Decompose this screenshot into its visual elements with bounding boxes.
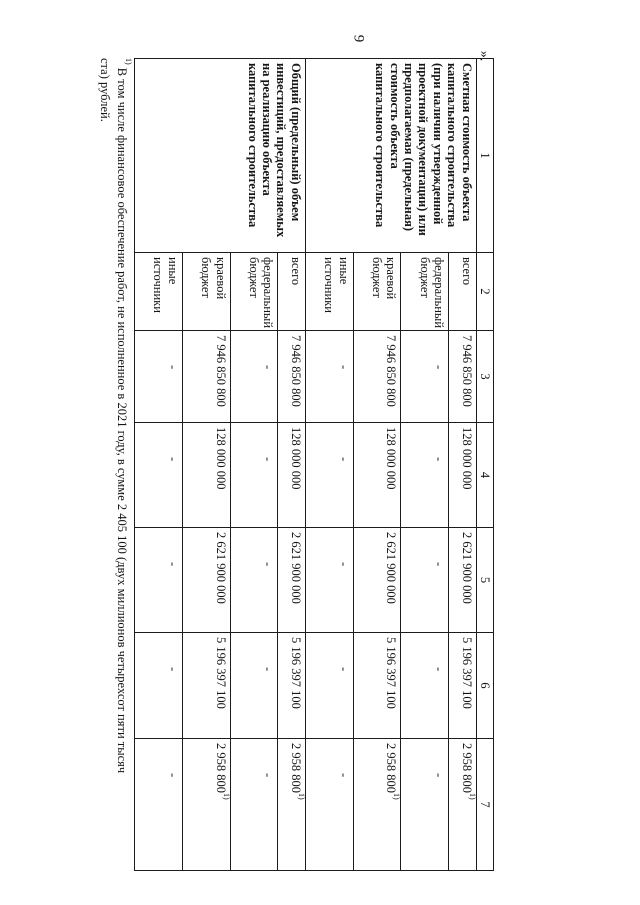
value-cell: 128 000 000	[449, 423, 476, 528]
footnote-ref: 1)	[221, 793, 231, 800]
funding-source: краевой бюджет	[182, 253, 230, 331]
value-cell: 2 621 900 000	[353, 528, 401, 633]
value-cell: -	[305, 633, 353, 739]
footnote-line-2: ста) рублей.	[98, 58, 113, 122]
column-number: 1	[476, 59, 493, 253]
value-cell: -	[305, 528, 353, 633]
funding-source: всего	[278, 253, 305, 331]
value-cell: 5 196 397 100	[182, 633, 230, 739]
closing-quote: ».	[476, 50, 492, 62]
value-cell: -	[230, 528, 278, 633]
value-cell: -	[401, 528, 449, 633]
column-number: 2	[476, 253, 493, 331]
value-cell: -	[135, 633, 183, 739]
value-cell: -	[135, 423, 183, 528]
value: 2 958 800	[384, 743, 399, 793]
footnote	[96, 58, 133, 870]
value-cell: -	[230, 423, 278, 528]
value-cell: 2 621 900 000	[278, 528, 305, 633]
value-cell: -	[230, 331, 278, 423]
footnote-marker: 1)	[124, 58, 133, 65]
column-number: 6	[476, 633, 493, 739]
value-cell: 5 196 397 100	[278, 633, 305, 739]
value-cell: 128 000 000	[182, 423, 230, 528]
footnote-ref: 1)	[296, 793, 306, 800]
value-cell-with-note	[353, 739, 401, 871]
page-number: 9	[350, 34, 367, 43]
value: 2 958 800	[288, 743, 303, 793]
value-cell: -	[135, 739, 183, 871]
investment-table	[134, 58, 494, 871]
value-cell: 2 621 900 000	[182, 528, 230, 633]
value-cell: 128 000 000	[278, 423, 305, 528]
value-cell: 7 946 850 800	[182, 331, 230, 423]
column-number: 4	[476, 423, 493, 528]
value-cell: -	[401, 331, 449, 423]
row-subject-total-investment: Общий (предельный) объем инвестиций, предоставляемых на реализацию объекта капитального строительства	[135, 59, 306, 253]
value-cell: -	[135, 528, 183, 633]
value-cell: 7 946 850 800	[449, 331, 476, 423]
funding-source: иные источники	[135, 253, 183, 331]
value-cell: -	[230, 633, 278, 739]
value-cell: -	[401, 739, 449, 871]
funding-source: федеральный бюджет	[230, 253, 278, 331]
value-cell: -	[401, 423, 449, 528]
value-cell: -	[230, 739, 278, 871]
column-number: 5	[476, 528, 493, 633]
value-cell: -	[135, 331, 183, 423]
column-number: 7	[476, 739, 493, 871]
value-cell: 7 946 850 800	[353, 331, 401, 423]
footnote-line-1	[113, 58, 133, 870]
rotated-page-content	[74, 58, 494, 870]
footnote-ref: 1)	[392, 793, 402, 800]
value-cell: -	[305, 423, 353, 528]
value-cell-with-note	[182, 739, 230, 871]
footnote-ref: 1)	[467, 793, 477, 800]
value: 2 958 800	[213, 743, 228, 793]
funding-source: иные источники	[305, 253, 353, 331]
column-number-row	[476, 59, 493, 871]
column-number: 3	[476, 331, 493, 423]
value-cell-with-note	[278, 739, 305, 871]
value: 2 958 800	[459, 743, 474, 793]
value-cell: 2 621 900 000	[449, 528, 476, 633]
value-cell-with-note	[449, 739, 476, 871]
value-cell: -	[305, 739, 353, 871]
value-cell: 5 196 397 100	[449, 633, 476, 739]
table-row	[278, 59, 305, 871]
table-row	[449, 59, 476, 871]
funding-source: всего	[449, 253, 476, 331]
value-cell: -	[305, 331, 353, 423]
value-cell: 5 196 397 100	[353, 633, 401, 739]
row-subject-estimated-cost: Сметная стоимость объекта капитального строительства (при наличии утвержденной проектной документации) или предполагаемая (предельная) стоимость объекта капитального строительства	[305, 59, 476, 253]
funding-source: краевой бюджет	[353, 253, 401, 331]
value-cell: -	[401, 633, 449, 739]
funding-source: федеральный бюджет	[401, 253, 449, 331]
footnote-text: В том числе финансовое обеспечение работ, не исполненное в 2021 году, в сумме 2 405 100 (двух миллионов четырехсот пяти тысяч	[115, 64, 129, 774]
value-cell: 128 000 000	[353, 423, 401, 528]
value-cell: 7 946 850 800	[278, 331, 305, 423]
